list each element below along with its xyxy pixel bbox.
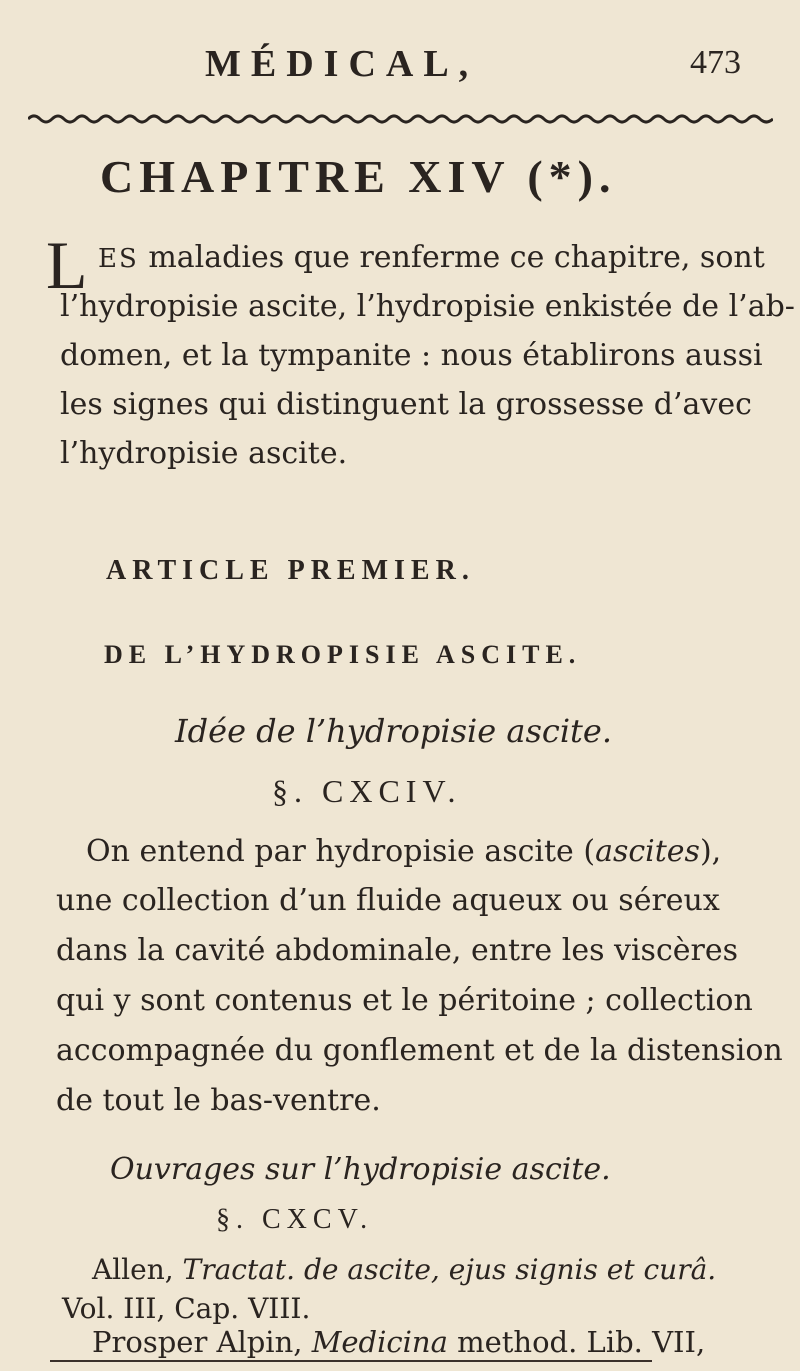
section-marker-cxciv: §. CXCIV. xyxy=(272,773,462,809)
running-title: MÉDICAL, xyxy=(205,43,479,85)
work-entry-1 xyxy=(92,1250,800,1290)
chapter-title: CHAPITRE XIV (*). xyxy=(100,151,617,202)
intro-line-1-text: maladies que renferme ce chapitre, sont xyxy=(138,240,765,275)
intro-line-2: l’hydropisie ascite, l’hydropisie enkistée de l’ab- xyxy=(60,289,795,324)
intro-line-3: domen, et la tympanite : nous établirons aussi xyxy=(60,338,763,373)
intro-line-5: l’hydropisie ascite. xyxy=(60,436,348,471)
definition-term: ascites xyxy=(595,834,700,869)
intro-lead: ES xyxy=(98,244,139,274)
drop-cap: L xyxy=(46,227,88,303)
work-entry-2-rest: method. Lib. VII, xyxy=(447,1325,706,1359)
running-head xyxy=(0,34,800,94)
definition-line-5: accompagnée du gonflement et de la distension xyxy=(56,1033,783,1068)
idea-subheading: Idée de l’hydropisie ascite. xyxy=(175,712,613,750)
works-heading: Ouvrages sur l’hydropisie ascite. xyxy=(110,1152,611,1187)
work-entry-2 xyxy=(92,1322,800,1362)
work-entry-1-title: Tractat. de ascite, ejus signis et curâ. xyxy=(182,1253,717,1286)
definition-line-6: de tout le bas-ventre. xyxy=(56,1083,381,1118)
page-number: 473 xyxy=(690,44,741,81)
intro-line-4: les signes qui distinguent la grossesse d’avec xyxy=(60,387,752,422)
definition-line-4: qui y sont contenus et le péritoine ; collection xyxy=(56,983,753,1018)
definition-line-1-end: ), xyxy=(699,834,722,869)
work-entry-2-author: Prosper Alpin, xyxy=(92,1325,312,1359)
section-marker-cxcv: §. CXCV. xyxy=(216,1204,374,1235)
definition-line-2: une collection d’un fluide aqueux ou séreux xyxy=(56,883,720,918)
work-entry-1-volume: Vol. III, Cap. VIII. xyxy=(62,1292,311,1325)
definition-line-3: dans la cavité abdominale, entre les viscères xyxy=(56,933,738,968)
intro-line-1 xyxy=(98,238,800,279)
definition-line-1-start: On entend par hydropisie ascite ( xyxy=(86,834,596,869)
definition-line-1 xyxy=(86,832,800,872)
decorative-wavy-rule xyxy=(28,112,773,126)
article-heading: ARTICLE PREMIER. xyxy=(106,555,475,586)
work-entry-1-author: Allen, xyxy=(92,1253,183,1286)
work-entry-2-title: Medicina xyxy=(311,1325,448,1359)
section-heading: DE L’HYDROPISIE ASCITE. xyxy=(104,640,582,669)
